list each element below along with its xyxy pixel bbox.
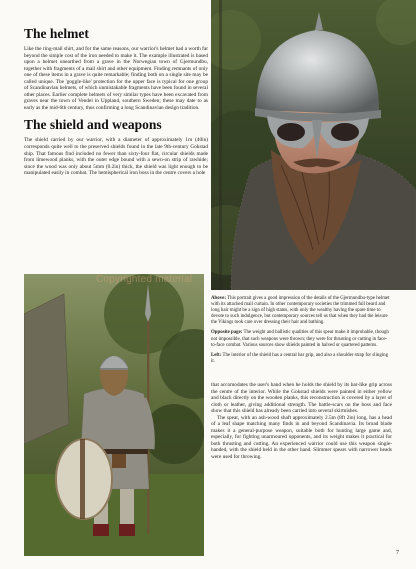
caption-left (211, 353, 392, 365)
caption-opposite (211, 330, 392, 348)
caption-above (211, 296, 392, 326)
caption-text: The weight and ballistic qualities of this spear make it improbable, though not impossible, that such weapons were thrown; they were for thrusting or cutting in face-to-face combat. Various sources show shields painted in halved or quartered patterns. (211, 330, 389, 348)
caption-label: Above: (211, 296, 226, 301)
paragraph: that accomodates the user's hand when he holds the shield by its bar-like grip across the centre of the interior. While the Gokstad shields were painted in either yellow and black directly on the wooden planks, this reconstruction is covered by a layer of cloth or leather, giving additional strength. The battle-scars on the boss and face show that this shield has already been carried into several skirmishes. (211, 382, 392, 415)
shield-body (24, 137, 208, 176)
caption-label: Left: (211, 352, 222, 358)
heading-shield: The shield and weapons (24, 117, 162, 133)
left-text-column (24, 26, 208, 177)
page-number: 7 (396, 550, 399, 556)
paragraph: Like the ring-mail shirt, and for the same reasons, our warrior's helmet had a worth far beyond the simple cost of the iron needed to make it. The example illustrated is based upon a helmet unearthed from a grave in the Norwegian town of Gjermundbu, together with fragments of a mail shirt and other equipment. Finding remnants of only one of these items in a grave is quite remarkable; finding both on a single site may be called unique. The 'goggle-like' protection for the upper face is typical for one group of Scandinavian helmets, of which unmistakable fragments have been found in several other places. Earlier complete helmets of very similar types have been excavated from graves near the town of Vendel in Uppland, southern Sweden; these may date to as early as the mid-6th century, thus confirming a long Scandinavian design tradition. (24, 46, 208, 111)
caption-label: Opposite page: (211, 330, 243, 336)
watermark: Copyrighted material (96, 274, 193, 285)
heading-helmet: The helmet (24, 26, 89, 41)
paragraph: The spear, with an ash-wood shaft approximately 2.5m (8ft 2in) long, has a head of a leaf shape matching many finds in and beyond Scandinavia. Its broad blade makes it a general-purpose weapon, suitable both for hunting large game and, especially, for fighting unarmoured opponents, and its weight makes it practical for both thrusting and cutting. An experienced warrior could use this weapon single-handed, with the shield held in the other hand. Slimmer spears with narrower heads were used for throwing. (211, 414, 392, 461)
right-text-column (211, 382, 392, 461)
helmet-photo (211, 0, 416, 290)
warrior-photo (24, 274, 204, 556)
caption-text: This portrait gives a good impression of the details of the Gjermundbu-type helmet with its attached mail curtain. In other contemporary societies the trimmed full beard and long hair might be a sign of high status, with only the wealthy having the spare time to devote to such indulgence, but contemporary sources tell us that when they had the leisure the Vikings took care over dressing their hair and bathing. (211, 296, 390, 326)
continuation-body (211, 382, 392, 461)
caption-text: The interior of the shield has a central bar grip, and also a shoulder strap for slinging it. (211, 352, 389, 364)
captions-block (211, 296, 392, 369)
helmet-body (24, 46, 208, 111)
warrior-photo-image (24, 274, 204, 556)
helmet-photo-image (211, 0, 416, 290)
paragraph: The shield carried by our warrior, with a diameter of approximately 1m (40in) corresponds quite well to the preserved shields found in the late 9th-century Gokstad ship. That famous find included no fewer than sixty-four flat, circular shields made from limewood planks, with the outer edge bound with a sewn-on strip of rawhide; since the wood was only about 5mm (0.2in) thick, the shield was light enough to be manipulated easily in combat. The hemispherical iron boss in the centre covers a hole (24, 137, 208, 177)
